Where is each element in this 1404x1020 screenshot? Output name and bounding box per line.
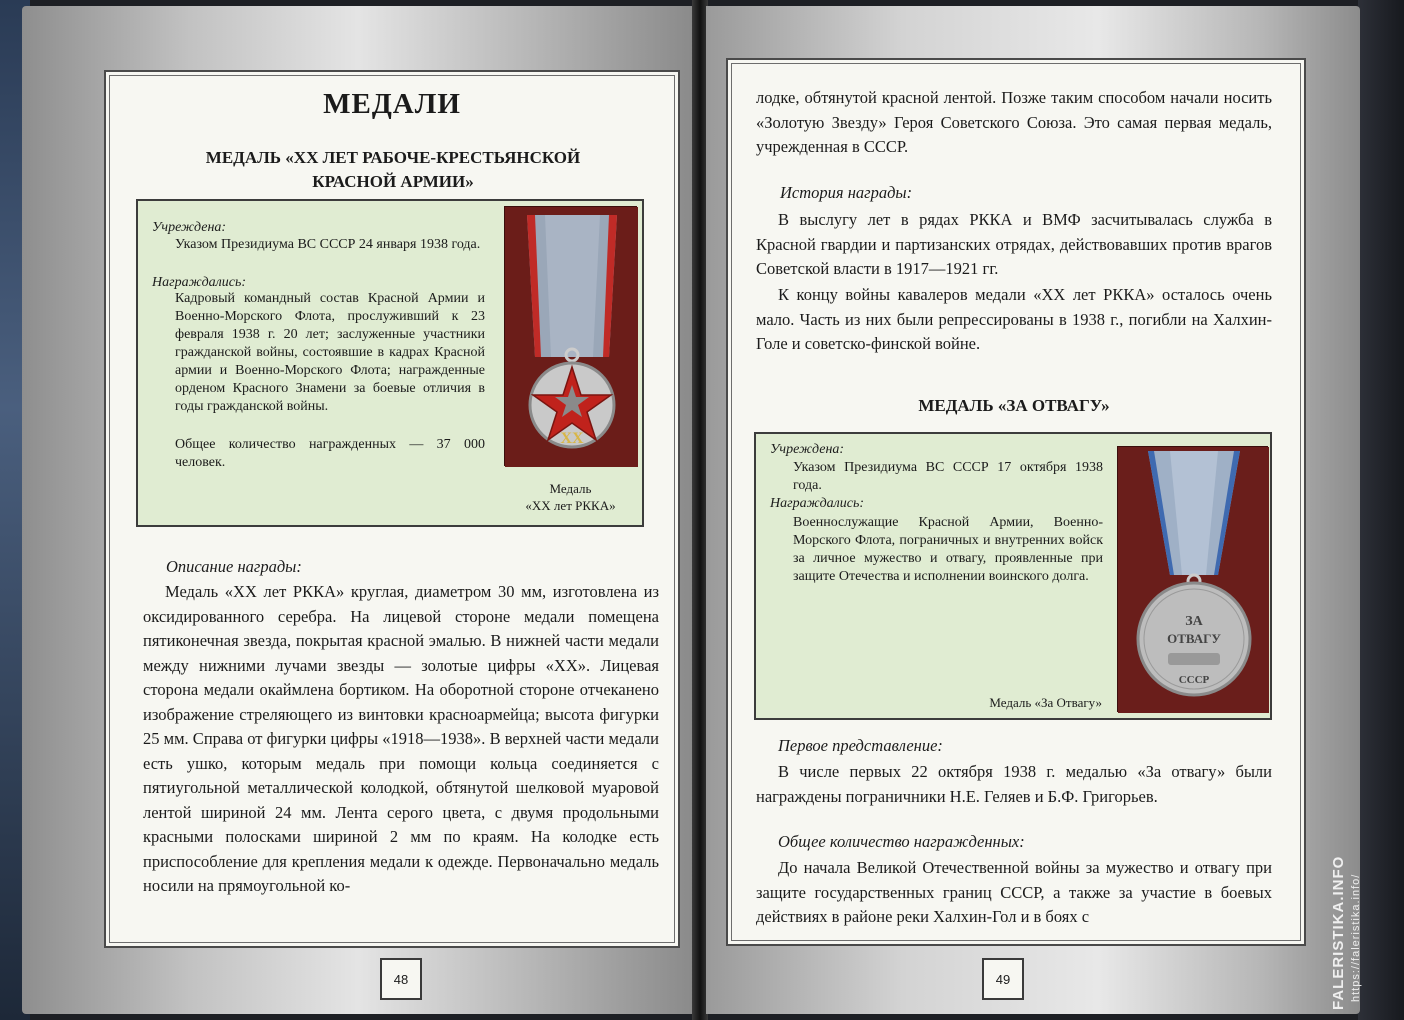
page-number-right: 49 bbox=[982, 958, 1024, 1000]
description-heading: Описание награды: bbox=[166, 557, 302, 576]
watermark-text: FALERISTIKA.INFO bbox=[1330, 855, 1347, 1010]
awarded-text-otvaga: Военнослужащие Красной Армии, Военно-Морского Флота, пограничных и внутренних войск за личное мужество и отвагу, проявленные при защите Отечества и исполнении воинского долга. bbox=[793, 515, 1103, 584]
established-label-otvaga: Учреждена: bbox=[770, 442, 845, 457]
awarded-label-otvaga: Награждались: bbox=[770, 496, 865, 511]
awarded-text: Кадровый командный состав Красной Армии и Военно-Морского Флота, прослуживший к 23 февраля 1938 г. 20 лет; заслуженные участники гражданской войны, состоявшие в кадрах Красной армии и Военно-Морского Флота; награжденные орденом Красного Знамени за боевые отличия в годы гражданской войны. bbox=[175, 291, 485, 414]
established-label: Учреждена: bbox=[152, 220, 227, 235]
background-right-edge bbox=[1358, 0, 1404, 1020]
medal-inscription-2: ОТВАГУ bbox=[1167, 631, 1221, 646]
page-number-left: 48 bbox=[380, 958, 422, 1000]
established-text-otvaga: Указом Президиума ВС СССР 17 октября 1938 года. bbox=[793, 460, 1103, 493]
description-text: Медаль «XX лет РККА» круглая, диаметром 30 мм, изготовлена из оксидированного серебра. На лицевой стороне медали помещена пятиконечная звезда, покрытая красной эмалью. В нижней части медали между нижними лучами звезды — золотые цифры «XX». Лицевая сторона медали окаймлена бортиком. На оборотной стороне отчеканено изображение стреляющего из винтовки красноармейца; высота фигурки 25 мм. Справа от фигурки цифры «1918—1938». В верхней части медали есть ушко, которым медаль при помощи кольца соединяется с пятиугольной металлической колодкой, обтянутой шелковой муаровой лентой шириной 24 мм. Лента серого цвета, с двумя продольными красными полосками шириной 2 мм по краям. На колодке есть приспособление для крепления медали к одежде. Первоначально медаль носили на прямоугольной ко- bbox=[143, 582, 659, 895]
history-paragraph-1: В выслугу лет в рядах РККА и ВМФ засчитывалась служба в Красной гвардии и партизанских отрядах, действовавших против врагов Советской власти в 1917—1921 гг. bbox=[756, 210, 1272, 278]
svg-text:XX: XX bbox=[560, 430, 584, 447]
total-text-otvaga: До начала Великой Отечественной войны за мужество и отвагу при защите государственных границ СССР, а также за участие в боевых действиях в районе реки Халхин-Гол и в боях с bbox=[756, 858, 1272, 926]
medal-title-rkka bbox=[110, 146, 676, 194]
watermark-url: https://faleristika.info/ bbox=[1350, 873, 1362, 1002]
medal-rkka-image bbox=[505, 207, 638, 467]
watermark bbox=[1330, 800, 1360, 1010]
medal-otvaga-image bbox=[1118, 447, 1269, 713]
medal-title-otvaga: МЕДАЛЬ «ЗА ОТВАГУ» bbox=[918, 396, 1110, 415]
first-award-text: В числе первых 22 октября 1938 г. медалью «За отвагу» были награждены пограничники Н.Е. Геляев и Б.Ф. Григорьев. bbox=[756, 762, 1272, 806]
caption-line2: «XX лет РККА» bbox=[525, 498, 616, 513]
total-awarded-text: Общее количество награжденных — 37 000 человек. bbox=[175, 437, 485, 470]
total-heading-otvaga: Общее количество награжденных: bbox=[778, 832, 1025, 851]
medal-inscription-1: ЗА bbox=[1185, 614, 1203, 629]
established-text: Указом Президиума ВС СССР 24 января 1938 года. bbox=[175, 237, 481, 252]
continuation-text: лодке, обтянутой красной лентой. Позже таким способом начали носить «Золотую Звезду» Героя Советского Союза. Это самая первая медаль, учрежденная в СССР. bbox=[756, 88, 1272, 156]
medal-title-line2: КРАСНОЙ АРМИИ» bbox=[312, 172, 474, 191]
caption-line1: Медаль bbox=[549, 481, 592, 496]
awarded-label: Награждались: bbox=[152, 275, 247, 290]
medal-rkka-caption bbox=[504, 480, 637, 514]
medal-inscription-3: СССР bbox=[1178, 674, 1210, 686]
history-heading: История награды: bbox=[780, 183, 913, 202]
medal-otvaga-photo bbox=[1117, 446, 1268, 712]
medal-otvaga-caption: Медаль «За Отвагу» bbox=[989, 695, 1102, 710]
page-title: МЕДАЛИ bbox=[323, 88, 461, 120]
history-paragraph-2: К концу войны кавалеров медали «XX лет РККА» осталось очень мало. Часть из них были репрессированы в 1938 г., погибли на Халхин-Голе и советско-финской войне. bbox=[756, 285, 1272, 353]
medal-rkka-photo bbox=[504, 206, 637, 466]
medal-title-line1: МЕДАЛЬ «XX ЛЕТ РАБОЧЕ-КРЕСТЬЯНСКОЙ bbox=[205, 148, 581, 167]
first-award-heading: Первое представление: bbox=[778, 736, 943, 755]
